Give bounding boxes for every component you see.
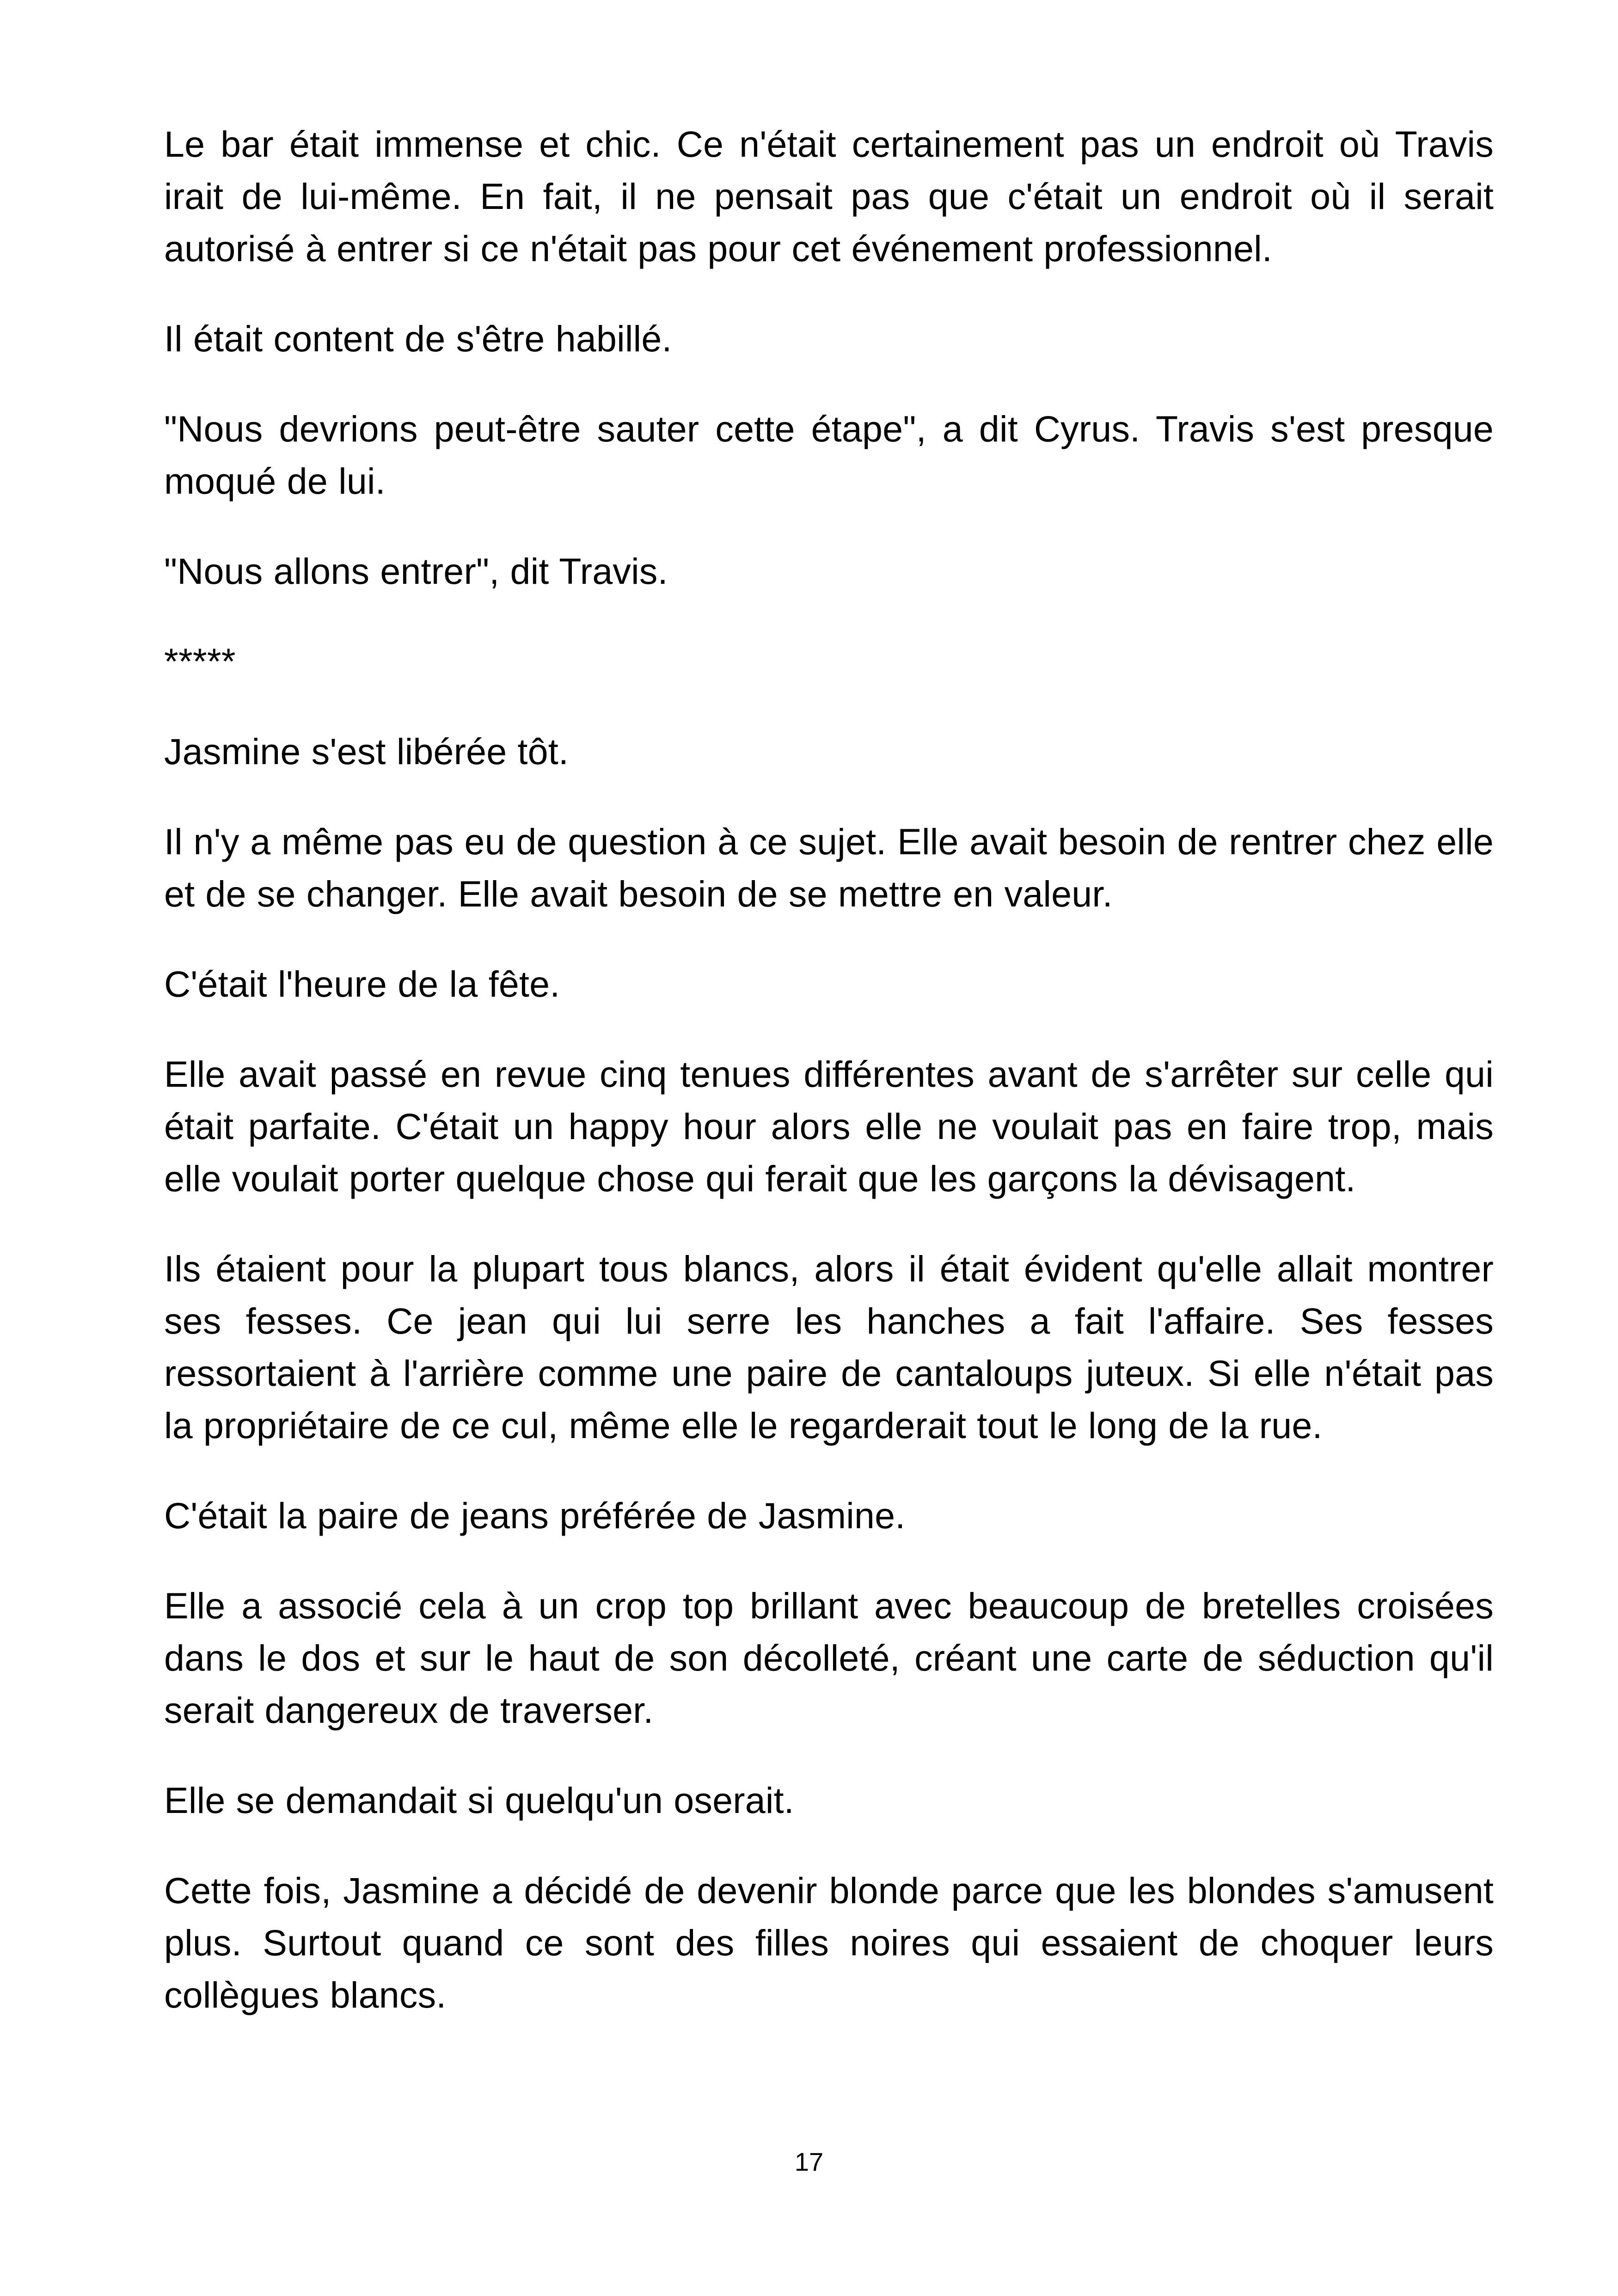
paragraph: Il était content de s'être habillé. (164, 318, 672, 359)
paragraph: Ils étaient pour la plupart tous blancs, alors il était évident qu'elle allait montrer ses fesses. Ce jean qui lui serre les hanches a fait l'affaire. Ses fesses ressortaient à l'arrière comme une paire de cantaloups juteux. Si elle n'était pas la propriétaire de ce cul, même elle le regarderait tout le long de la rue. (164, 1248, 1494, 1446)
body-text (164, 118, 1494, 2059)
paragraph: Elle avait passé en revue cinq tenues différentes avant de s'arrêter sur celle qui était parfaite. C'était un happy hour alors elle ne voulait pas en faire trop, mais elle voulait porter quelque chose qui ferait que les garçons la dévisagent. (164, 1053, 1494, 1199)
paragraph: Il n'y a même pas eu de question à ce sujet. Elle avait besoin de rentrer chez elle et de se changer. Elle avait besoin de se mettre en valeur. (164, 821, 1494, 914)
paragraph: Elle se demandait si quelqu'un oserait. (164, 1780, 794, 1821)
paragraph: Elle a associé cela à un crop top brillant avec beaucoup de bretelles croisées dans le dos et sur le haut de son décolleté, créant une carte de séduction qu'il serait dangereux de traverser. (164, 1585, 1494, 1731)
paragraph: Le bar était immense et chic. Ce n'était certainement pas un endroit où Travis irait de lui-même. En fait, il ne pensait pas que c'était un endroit où il serait autorisé à entrer si ce n'était pas pour cet événement professionnel. (164, 123, 1494, 269)
paragraph: C'était l'heure de la fête. (164, 963, 560, 1004)
scene-break: ***** (164, 641, 236, 682)
paragraph: Jasmine s'est libérée tôt. (164, 731, 569, 772)
paragraph: C'était la paire de jeans préférée de Jasmine. (164, 1495, 906, 1536)
paragraph: Cette fois, Jasmine a décidé de devenir blonde parce que les blondes s'amusent plus. Surtout quand ce sont des filles noires qui essaient de choquer leurs collègues blancs. (164, 1870, 1494, 2015)
page-number: 17 (794, 2147, 824, 2176)
paragraph: "Nous devrions peut-être sauter cette étape", a dit Cyrus. Travis s'est presque moqué de lui. (164, 408, 1494, 502)
paragraph: "Nous allons entrer", dit Travis. (164, 551, 668, 592)
